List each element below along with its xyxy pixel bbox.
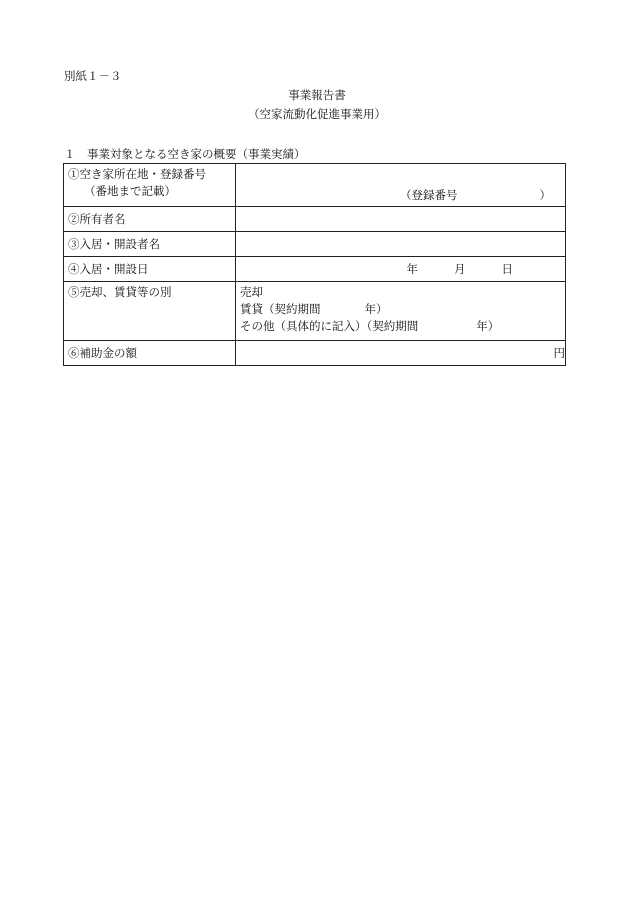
address-label-cell xyxy=(64,164,236,207)
registration-number-open: （登録番号 xyxy=(400,188,458,202)
section-heading: １ 事業対象となる空き家の概要（事業実績） xyxy=(64,147,306,161)
transaction-type-value-cell[interactable] xyxy=(236,282,566,341)
option-other-prefix: その他（具体的に記入）（契約期間 xyxy=(240,319,419,333)
table-row-owner xyxy=(64,207,566,232)
document-title: 事業報告書 xyxy=(288,88,346,102)
table-row-occupant xyxy=(64,232,566,257)
table-row-transaction-type xyxy=(64,282,566,341)
option-other-suffix: 年） xyxy=(476,319,500,333)
transaction-type-label: ⑤売却、賃貸等の別 xyxy=(64,282,236,341)
owner-value-cell[interactable] xyxy=(236,207,566,232)
project-summary-table xyxy=(63,163,566,366)
registration-number-close: ） xyxy=(539,188,551,202)
owner-label: ②所有者名 xyxy=(64,207,236,232)
start-date-label: ④入居・開設日 xyxy=(64,257,236,282)
occupant-label: ③入居・開設者名 xyxy=(64,232,236,257)
address-value-cell[interactable] xyxy=(236,164,566,207)
option-sale[interactable]: 売却 xyxy=(240,285,263,299)
document-subtitle: （空家流動化促進事業用） xyxy=(248,107,386,121)
subsidy-value-cell[interactable] xyxy=(236,341,566,366)
subsidy-label: ⑥補助金の額 xyxy=(64,341,236,366)
year-unit: 年 xyxy=(406,261,418,276)
option-rent-suffix: 年） xyxy=(364,302,388,316)
occupant-value-cell[interactable] xyxy=(236,232,566,257)
yen-unit: 円 xyxy=(553,345,565,360)
option-other[interactable] xyxy=(240,318,565,335)
address-label: ①空き家所在地・登録番号 xyxy=(68,167,206,181)
registration-number-field[interactable] xyxy=(400,187,551,204)
table-row-start-date xyxy=(64,257,566,282)
table-row-subsidy xyxy=(64,341,566,366)
attachment-label: 別紙１－３ xyxy=(64,69,122,83)
month-unit: 月 xyxy=(454,261,466,276)
day-unit: 日 xyxy=(501,261,513,276)
address-label-note: （番地まで記載） xyxy=(84,184,176,198)
option-rent[interactable] xyxy=(240,301,565,318)
option-rent-prefix: 賃貸（契約期間 xyxy=(240,302,321,316)
start-date-value-cell[interactable] xyxy=(236,257,566,282)
table-row-address xyxy=(64,164,566,207)
